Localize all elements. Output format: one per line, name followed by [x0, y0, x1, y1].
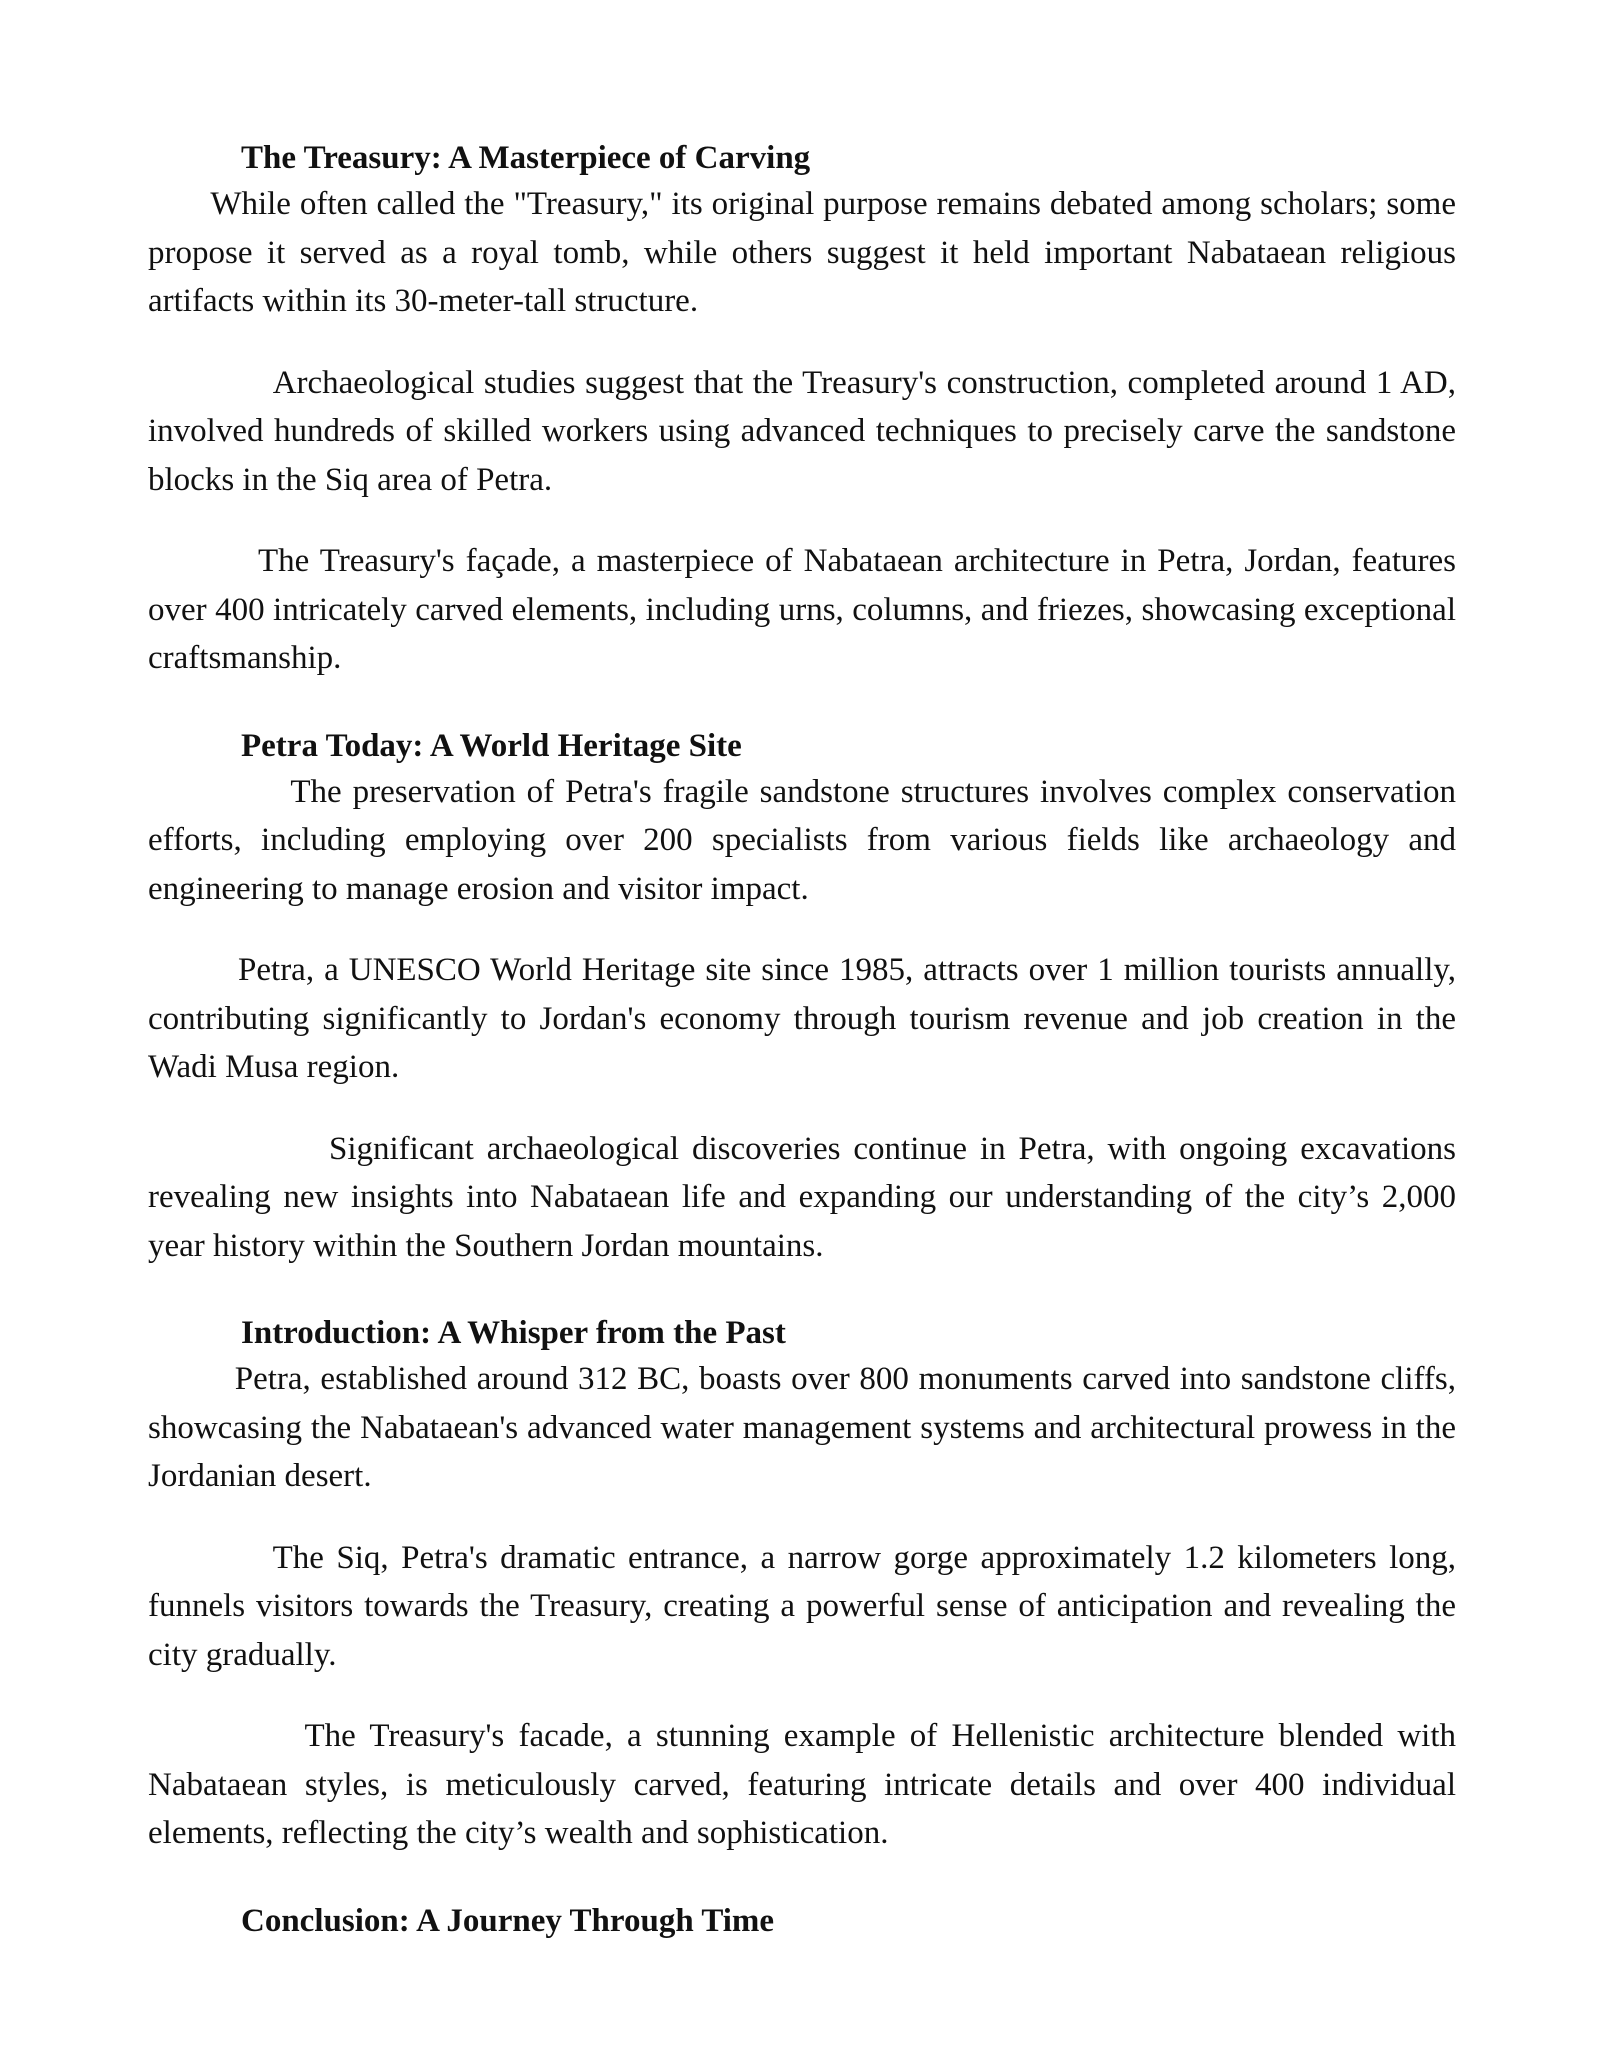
- paragraph: The preservation of Petra's fragile sandstone structures involves complex conservation efforts, including employing over 200 specialists from various fields like archaeology and engineering to manage erosion and visitor impact.: [148, 773, 1456, 907]
- section-heading-petra-today: Petra Today: A World Heritage Site: [241, 727, 742, 764]
- paragraph: Archaeological studies suggest that the Treasury's construction, completed around 1 AD, involved hundreds of skilled workers using advanced techniques to precisely carve the sandstone blocks in the Siq area of Petra.: [148, 364, 1456, 498]
- section-heading-conclusion: Conclusion: A Journey Through Time: [241, 1902, 775, 1939]
- paragraph: Petra, a UNESCO World Heritage site since 1985, attracts over 1 million tourists annually, contributing significantly to Jordan's economy through tourism revenue and job creation in the Wadi Musa region.: [148, 952, 1456, 1085]
- paragraph: Significant archaeological discoveries continue in Petra, with ongoing excavations revealing new insights into Nabataean life and expanding our understanding of the city’s 2,000 year history within the Southern Jordan mountains.: [148, 1130, 1456, 1264]
- section-heading-introduction: Introduction: A Whisper from the Past: [241, 1315, 786, 1351]
- paragraph: While often called the "Treasury," its original purpose remains debated among scholars; some propose it served as a royal tomb, while others suggest it held important Nabataean religious artifacts within its 30-meter-tall structure.: [148, 186, 1456, 319]
- section-heading-treasury: The Treasury: A Masterpiece of Carving: [241, 140, 811, 176]
- paragraph: Petra, established around 312 BC, boasts over 800 monuments carved into sandstone cliffs, showcasing the Nabataean's advanced water management systems and architectural prowess in the Jordanian desert.: [148, 1361, 1456, 1494]
- paragraph: The Siq, Petra's dramatic entrance, a narrow gorge approximately 1.2 kilometers long, funnels visitors towards the Treasury, creating a powerful sense of anticipation and revealing the city gradually.: [148, 1539, 1456, 1673]
- paragraph: The Treasury's façade, a masterpiece of Nabataean architecture in Petra, Jordan, features over 400 intricately carved elements, including urns, columns, and friezes, showcasing exceptional craftsmanship.: [148, 543, 1456, 676]
- paragraph: The Treasury's facade, a stunning example of Hellenistic architecture blended with Nabataean styles, is meticulously carved, featuring intricate details and over 400 individual elements, reflecting the city’s wealth and sophistication.: [148, 1718, 1456, 1851]
- document-body: [148, 136, 1456, 1943]
